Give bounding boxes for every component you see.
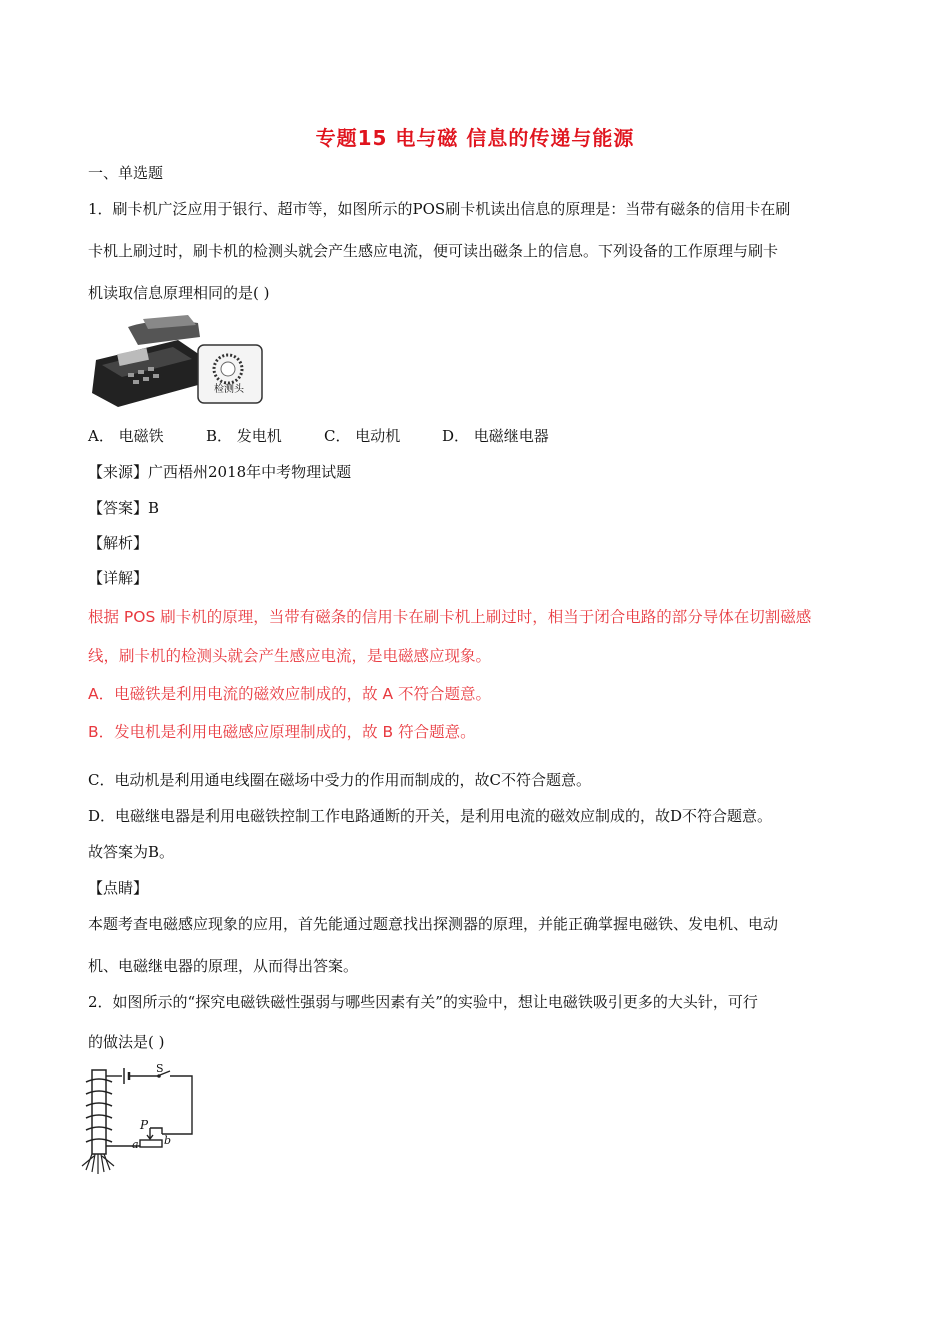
detail-red-line-2: 线，刷卡机的检测头就会产生感应电流，是电磁感应现象。 xyxy=(88,647,492,665)
option-c-explanation: C．电动机是利用通电线圈在磁场中受力的作用而制成的，故C不符合题意。 xyxy=(88,771,591,789)
comment-line-1: 本题考查电磁感应现象的应用，首先能通过题意找出探测器的原理，并能正确掌握电磁铁、发电机、电动 xyxy=(88,915,779,933)
comment-line-2: 机、电磁继电器的原理，从而得出答案。 xyxy=(88,957,359,975)
option-c: C． 电动机 xyxy=(324,427,401,445)
source-line: 【来源】广西梧州2018年中考物理试题 xyxy=(88,463,352,481)
detail-red-line-1: 根据 POS 刷卡机的原理，当带有磁条的信用卡在刷卡机上刷过时，相当于闭合电路的部分导体在切割磁感 xyxy=(88,608,812,626)
option-d: D． 电磁继电器 xyxy=(442,427,549,445)
option-a: A． 电磁铁 xyxy=(88,427,164,445)
rheostat-end-a-label: a xyxy=(132,1138,139,1151)
q1-text-line-3: 机读取信息原理相同的是( ) xyxy=(88,284,270,302)
detail-red-line-4: B．发电机是利用电磁感应原理制成的，故 B 符合题意。 xyxy=(88,723,476,741)
rheostat-end-b-label: b xyxy=(164,1134,172,1147)
section-heading: 一、单选题 xyxy=(88,164,164,182)
detector-label: 检测头 xyxy=(214,384,244,395)
option-d-explanation: D．电磁继电器是利用电磁铁控制工作电路通断的开关，是利用电流的磁效应制成的，故D不符合题意。 xyxy=(88,807,773,825)
page-title: 专题15 电与磁 信息的传递与能源 xyxy=(315,126,635,150)
switch-label: S xyxy=(156,1062,164,1075)
q2-text-line-1: 2．如图所示的“探究电磁铁磁性强弱与哪些因素有关”的实验中，想让电磁铁吸引更多的大头针，可行 xyxy=(88,993,758,1011)
q2-text-line-2: 的做法是( ) xyxy=(88,1033,165,1051)
q1-text-line-2: 卡机上刷过时，刷卡机的检测头就会产生感应电流，便可读出磁条上的信息。下列设备的工作原理与刷卡 xyxy=(88,242,779,260)
option-b: B． 发电机 xyxy=(206,427,282,445)
q1-options xyxy=(88,425,549,446)
answer-line: 【答案】B xyxy=(88,499,160,517)
detail-heading: 【详解】 xyxy=(88,569,149,587)
pos-machine-figure xyxy=(88,315,268,410)
conclusion-line: 故答案为B。 xyxy=(88,843,175,861)
comment-heading: 【点睛】 xyxy=(88,879,149,897)
analysis-heading: 【解析】 xyxy=(88,534,149,552)
detail-red-line-3: A．电磁铁是利用电流的磁效应制成的，故 A 不符合题意。 xyxy=(88,685,492,703)
slider-label: P xyxy=(140,1118,149,1132)
q1-text-line-1: 1．刷卡机广泛应用于银行、超市等，如图所示的POS刷卡机读出信息的原理是：当带有磁条的信用卡在刷 xyxy=(88,200,791,218)
